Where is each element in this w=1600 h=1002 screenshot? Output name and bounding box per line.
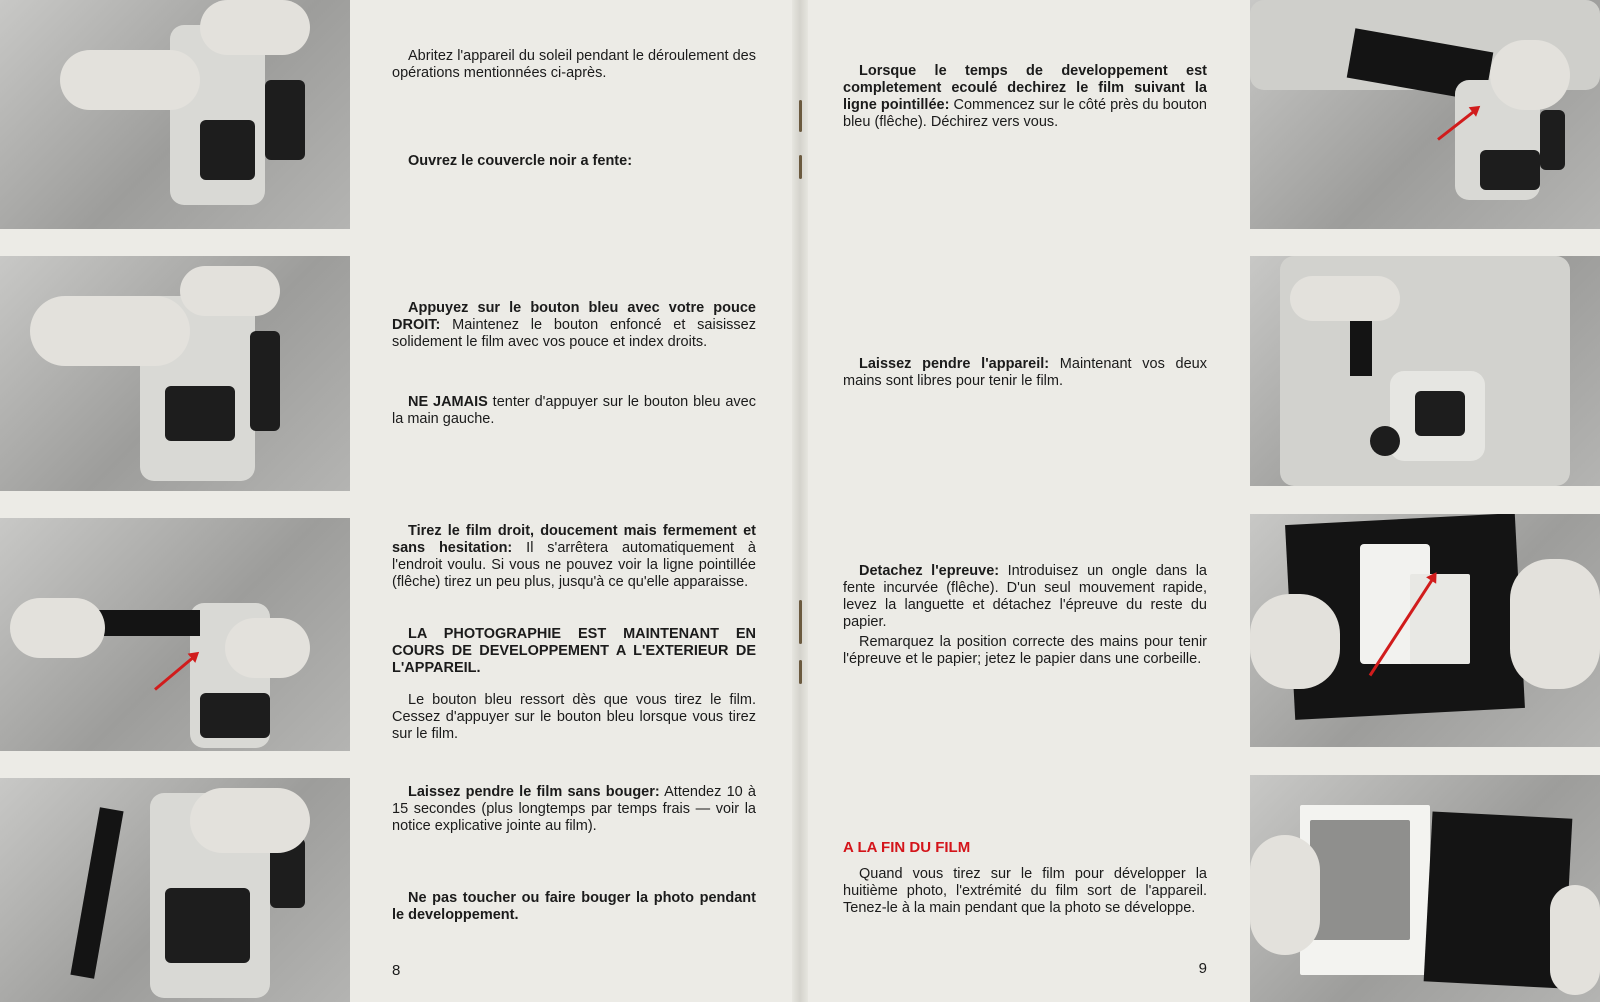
step-body: Commencez sur le côté près du bouton bleu (flêche). Déchirez vers vous. <box>843 97 1207 130</box>
staple-bottom <box>799 600 802 644</box>
photo-open-cover <box>0 0 350 229</box>
step-lead: Laissez pendre l'appareil: <box>859 356 1050 372</box>
developing-notice: LA PHOTOGRAPHIE EST MAINTENANT EN COURS DE DEVELOPPEMENT A L'EXTERIEUR DE L'APPAREIL. <box>392 626 756 676</box>
step-body: Il s'arrêtera automatiquement à l'endroit voulu. Si vous ne pouvez voir la ligne pointillée (flêche) tirez un peu plus, jusqu'à ce qu'elle apparaisse. <box>392 540 757 590</box>
step-body: Introduisez un ongle dans la fente incurvée (flêche). D'un seul mouvement rapide, levez la languette et détachez l'épreuve du reste du papier. <box>843 563 1207 630</box>
photo-hang-film <box>0 778 350 1002</box>
step-pull-film <box>392 523 756 591</box>
warning-lead: NE JAMAIS <box>408 394 488 410</box>
step-lead: Laissez pendre le film sans bouger: <box>408 784 660 800</box>
red-arrow <box>154 656 194 690</box>
step-lead: Appuyez sur le bouton bleu avec votre pouce DROIT: <box>392 300 756 333</box>
right-text-column <box>843 0 1207 1002</box>
page-number-left: 8 <box>392 962 401 979</box>
step-hang-camera <box>843 356 1207 390</box>
end-of-film-heading: A LA FIN DU FILM <box>843 839 971 856</box>
step-detach-print <box>843 563 1207 631</box>
step-body: Attendez 10 à 15 secondes (plus longtemps par temps frais — voir la notice explicative jointe au film). <box>392 784 757 834</box>
step-open-cover <box>392 153 756 170</box>
step-hang-film <box>392 784 756 835</box>
step-lead: Detachez l'epreuve: <box>859 563 1000 579</box>
step-body: Maintenez le bouton enfoncé et saisissez solidement le film avec vos pouce et index droits. <box>392 317 756 350</box>
step-tear-film <box>843 63 1207 131</box>
step-lead: Lorsque le temps de developpement est completement ecoulé dechirez le film suivant la ligne pointillée: <box>843 63 1207 113</box>
booklet-fold <box>792 0 808 1002</box>
intro-paragraph: Abritez l'appareil du soleil pendant le déroulement des opérations mentionnées ci-après. <box>392 48 756 81</box>
step-do-not-touch: Ne pas toucher ou faire bouger la photo pendant le developpement. <box>392 890 756 923</box>
left-text-column <box>392 0 756 1002</box>
page-number-right: 9 <box>1198 960 1207 977</box>
staple-top-2 <box>799 155 802 179</box>
warning-body: tenter d'appuyer sur le bouton bleu avec la main gauche. <box>392 394 756 427</box>
hands-note: Remarquez la position correcte des mains pour tenir l'épreuve et le papier; jetez le papier dans une corbeille. <box>843 634 1207 667</box>
photo-print-developing <box>1250 775 1600 1002</box>
end-of-film-body: Quand vous tirez sur le film pour développer la huitième photo, l'extrémité du film sort de l'appareil. Tenez-le à la main pendant que la photo se développe. <box>843 866 1207 916</box>
photo-detach-print <box>1250 514 1600 747</box>
step-lead: Ouvrez le couvercle noir a fente: <box>408 153 633 169</box>
step-press-button <box>392 300 756 351</box>
step-lead: Tirez le film droit, doucement mais fermement et sans hesitation: <box>392 523 756 556</box>
step-warning <box>392 394 756 428</box>
staple-top <box>799 100 802 132</box>
photo-pull-film <box>0 518 350 751</box>
photo-press-button <box>0 256 350 491</box>
button-note: Le bouton bleu ressort dès que vous tirez le film. Cessez d'appuyer sur le bouton bleu lorsque vous tirez sur le film. <box>392 692 756 742</box>
photo-hang-camera <box>1250 256 1600 486</box>
staple-bottom-2 <box>799 660 802 684</box>
step-body: Maintenant vos deux mains sont libres pour tenir le film. <box>843 356 1207 389</box>
photo-tear-film <box>1250 0 1600 229</box>
